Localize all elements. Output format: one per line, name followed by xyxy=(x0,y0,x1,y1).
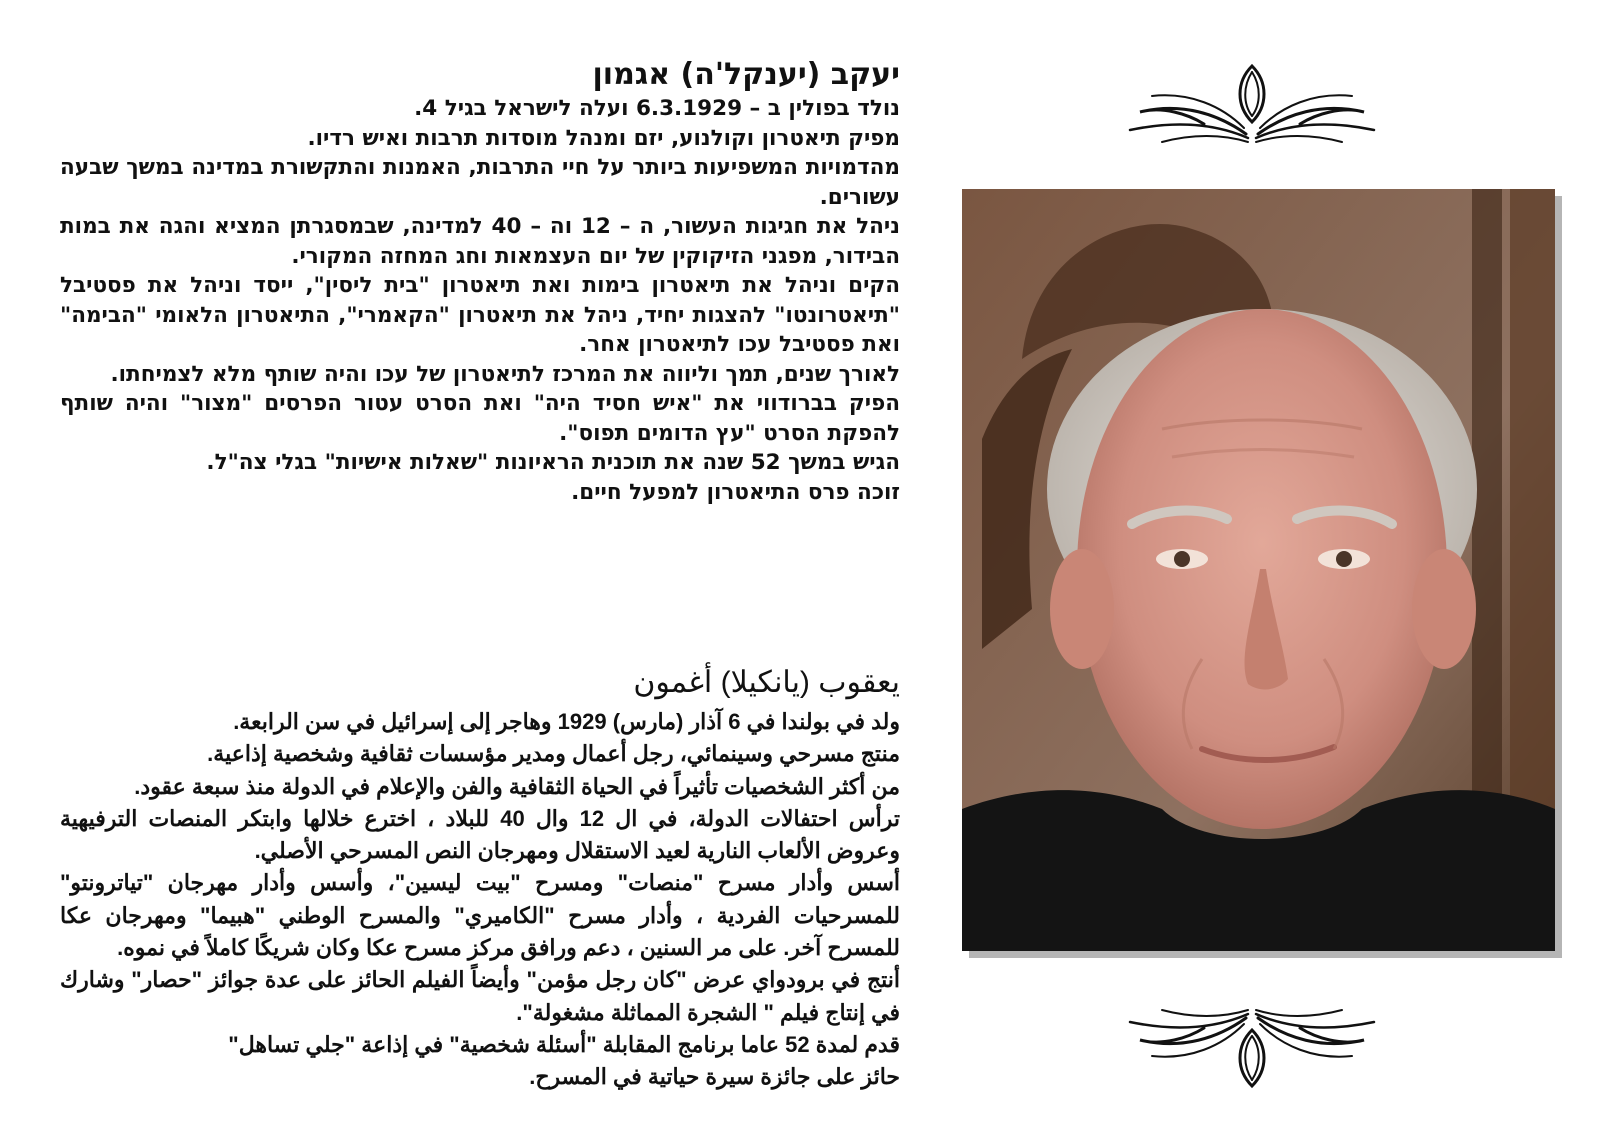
arabic-paragraph-5: أسس وأدار مسرح "منصات" ومسرح "بيت ليسين"، وأسس وأدار مهرجان "تياترونتو" للمسرحيات الفردية ، وأدار مسرح "الكاميري" والمسرح الوطني "هبيما" ومهرجان عكا للمسرح آخر. على مر السنين ، دعم ورافق مركز مسرح عكا وكان شريكًا كاملاً في نموه. xyxy=(60,870,900,961)
hebrew-paragraph-9: זוכה פרס התיאטרון למפעל חיים. xyxy=(571,479,900,505)
arabic-paragraph-2: منتج مسرحي وسينمائي، رجل أعمال ومدير مؤسسات ثقافية وشخصية إذاعية. xyxy=(207,741,900,767)
arabic-paragraph-1: ولد في بولندا في 6 آذار (مارس) 1929 وهاجر إلى إسرائيل في سن الرابعة. xyxy=(233,709,900,734)
arabic-paragraph-3: من أكثر الشخصيات تأثيراً في الحياة الثقافية والفن والإعلام في الدولة منذ سبعة عقود. xyxy=(134,773,900,799)
arabic-title: يعقوب (يانكيلا) أغمون xyxy=(633,666,900,699)
hebrew-paragraph-3: מהדמויות המשפיעות ביותר על חיי התרבות, האמנות והתקשורת במדינה במשך שבעה עשורים. xyxy=(60,155,900,210)
hebrew-title: יעקב (יענקל'ה) אגמון xyxy=(592,57,900,92)
arabic-biography xyxy=(60,664,900,1094)
portrait-photo-icon xyxy=(962,189,1555,951)
hebrew-paragraph-8: הגיש במשך 52 שנה את תוכנית הראיונות "שאלות אישיות" בגלי צה"ל. xyxy=(206,450,900,475)
arabic-paragraph-4: ترأس احتفالات الدولة، في ال 12 وال 40 للبلاد ، اخترع خلالها وابتكر المنصات الترفيهية وعروض الألعاب النارية لعيد الاستقلال ومهرجان النص المسرحي الأصلي. xyxy=(60,805,900,864)
hebrew-paragraph-5: הקים וניהל את תיאטרון בימות ואת תיאטרון "בית ליסין", ייסד וניהל את פסטיבל "תיאטרונטו" להצגות יחיד, ניהל את תיאטרון "הקאמרי", התיאטרון הלאומי "הבימה" ואת פסטיבל עכו לתיאטרון אחר. xyxy=(60,273,900,357)
flourish-ornament-bottom-icon xyxy=(1122,1006,1382,1090)
hebrew-paragraph-1: נולד בפולין ב – 6.3.1929 ועלה לישראל בגיל 4. xyxy=(414,96,900,121)
hebrew-biography xyxy=(60,56,900,507)
hebrew-paragraph-2: מפיק תיאטרון וקולנוע, יזם ומנהל מוסדות תרבות ואיש רדיו. xyxy=(307,125,900,151)
hebrew-paragraph-7: הפיק בברודווי את "איש חסיד היה" ואת הסרט עטור הפרסים "מצור" והיה שותף להפקת הסרט "עץ הדומים תפוס". xyxy=(60,391,900,446)
arabic-paragraph-8: حائز على جائزة سيرة حياتية في المسرح. xyxy=(529,1064,900,1090)
arabic-paragraph-7: قدم لمدة 52 عاما برنامج المقابلة "أسئلة شخصية" في إذاعة "جلي تساهل" xyxy=(228,1031,900,1057)
hebrew-paragraph-6: לאורך שנים, תמך וליווה את המרכז לתיאטרון של עכו והיה שותף מלא לצמיחתו. xyxy=(110,361,900,387)
hebrew-paragraph-4: ניהל את חגיגות העשור, ה – 12 וה – 40 למדינה, שבמסגרתן המציא והגה את במות הבידור, מפגני הזיקוקין של יום העצמאות וחג המחזה המקורי. xyxy=(60,214,900,269)
portrait-photo xyxy=(962,189,1555,951)
flourish-ornament-top-icon xyxy=(1122,62,1382,146)
arabic-paragraph-6: أنتج في برودواي عرض "كان رجل مؤمن" وأيضاً الفيلم الحائز على عدة جوائز "حصار" وشارك في إنتاج فيلم " الشجرة المماثلة مشغولة". xyxy=(60,967,900,1025)
